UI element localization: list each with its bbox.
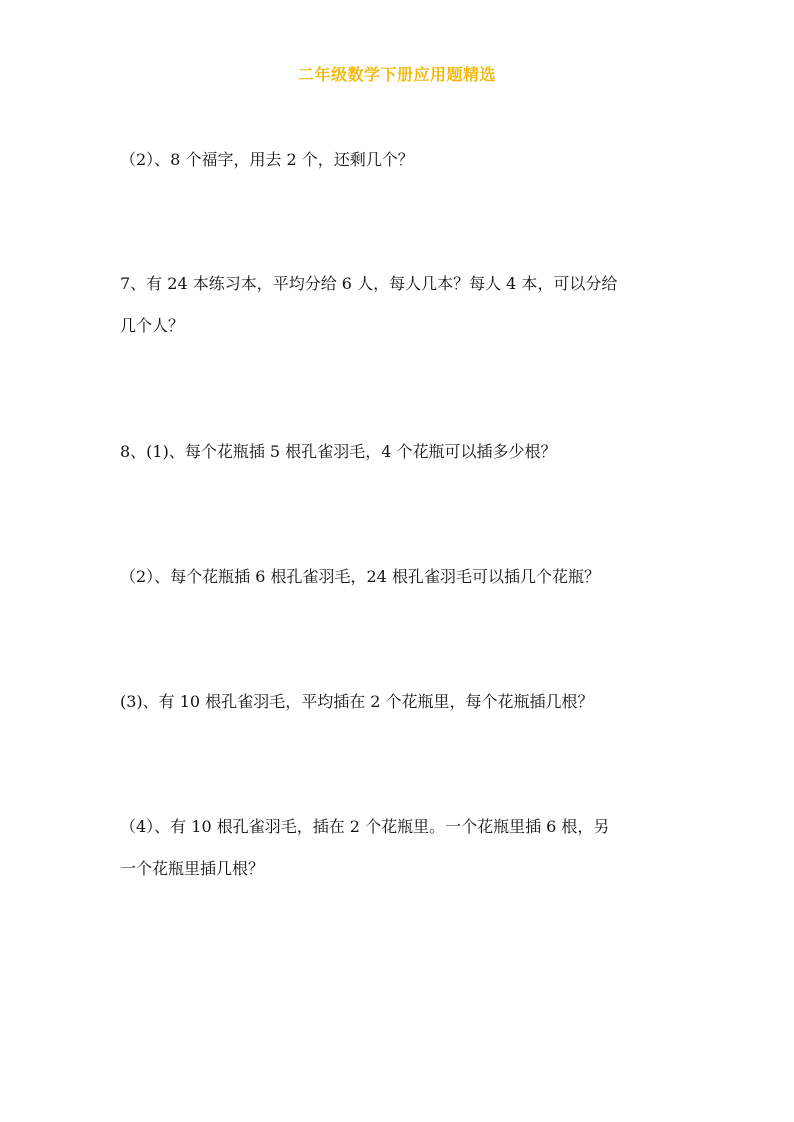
problem-8-2-line: （2）、每个花瓶插 6 根孔雀羽毛，24 根孔雀羽毛可以插几个花瓶？ — [120, 567, 600, 586]
problem-7-line-1: 7、有 24 本练习本，平均分给 6 人，每人几本？每人 4 本，可以分给 — [120, 274, 618, 293]
problem-8-4-line-2: 一个花瓶里插几根？ — [120, 859, 265, 878]
problem-7-line-2: 几个人？ — [120, 316, 185, 335]
page-title: 二年级数学下册应用题精选 — [297, 65, 496, 84]
problem-8-1-line: 8、(1)、每个花瓶插 5 根孔雀羽毛，4 个花瓶可以插多少根？ — [120, 442, 557, 461]
problem-8-3-line: (3)、有 10 根孔雀羽毛，平均插在 2 个花瓶里，每个花瓶插几根？ — [120, 692, 594, 711]
problem-7-2-line: （2）、8 个福字，用去 2 个，还剩几个？ — [120, 150, 414, 169]
problem-8-4-line-1: （4）、有 10 根孔雀羽毛，插在 2 个花瓶里。一个花瓶里插 6 根，另 — [120, 817, 610, 836]
